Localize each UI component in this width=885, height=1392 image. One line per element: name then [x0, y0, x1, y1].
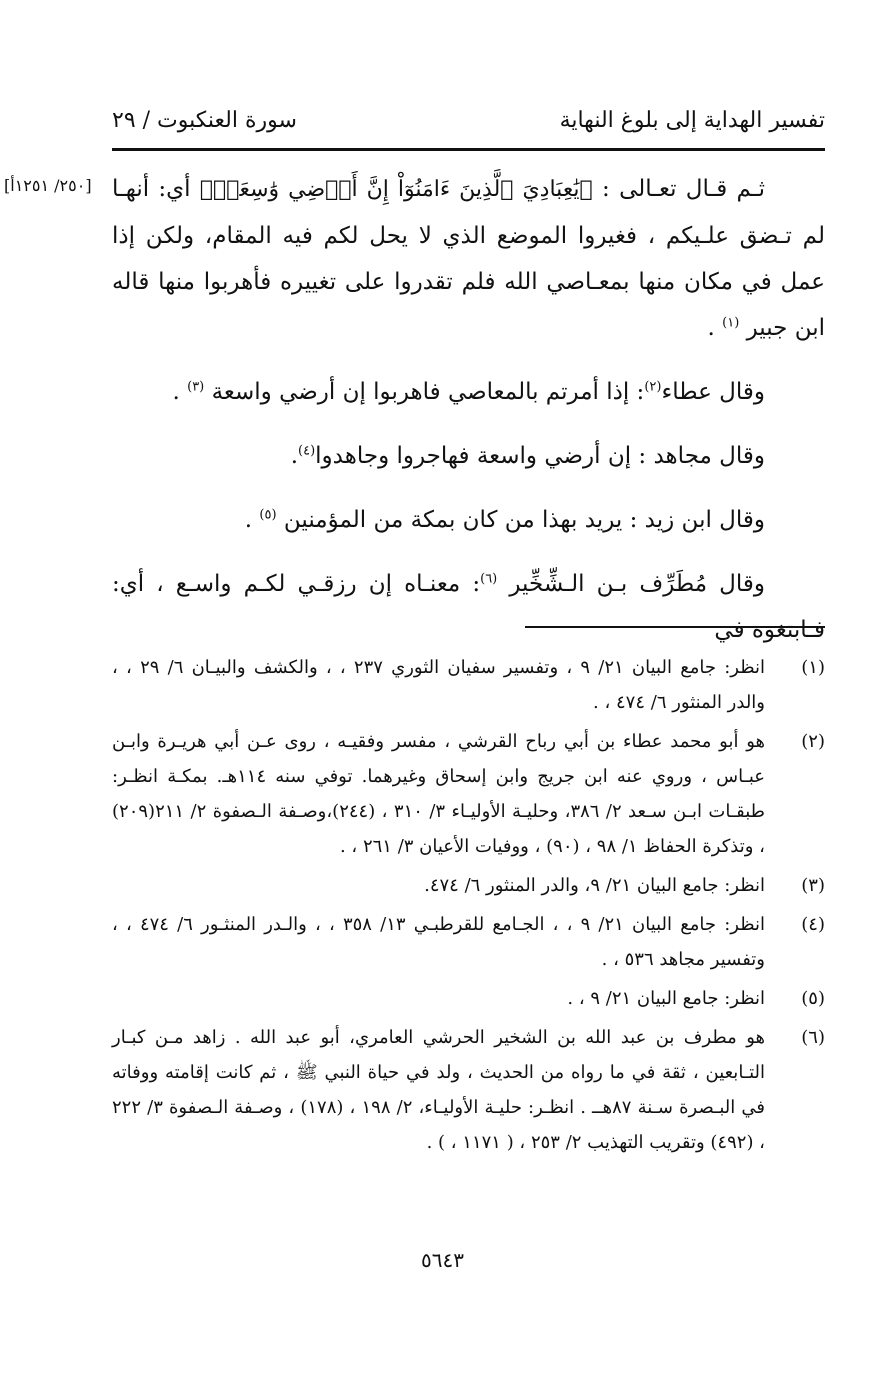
footnote-ref-4[interactable]: (٤)	[298, 443, 316, 459]
paragraph-1-prefix: ثـم قـال تعـالى :	[592, 176, 765, 202]
paragraph-3-end: .	[290, 443, 299, 469]
paragraph-5-text-a: وقال مُطَرِّف بـن الـشِّخِّير	[509, 571, 765, 597]
footnote-3	[112, 868, 825, 903]
footnote-number: (١)	[801, 657, 825, 678]
footnote-number: (٥)	[801, 988, 825, 1009]
paragraph-4-end: .	[244, 507, 260, 533]
footnote-ref-2[interactable]: (٢)	[644, 379, 662, 395]
main-text	[112, 166, 825, 653]
footnote-text: هو أبو محمد عطاء بن أبي رباح القرشي ، مفسر وفقيـه ، روى عـن أبي هريـرة وابـن عبـاس ، وروي عنه ابن جريج وابن إسحاق وغيرهما. توفي سنه ١١٤هـ. بمكـة انظـر: طبقـات ابـن سـعد ٢/ ٣٨٦، وحليـة الأوليـاء ٣/ ٣١٠ ، (٢٤٤)،وصـفة الـصفوة ٢/ ٢١١(٢٠٩) ، وتذكرة الحفاظ ١/ ٩٨ ، (٩٠) ، ووفيات الأعيان ٣/ ٢٦١ ، .	[112, 731, 766, 857]
footnote-text: انظر: جامع البيان ٢١/ ٩، والدر المنثور ٦/ ٤٧٤.	[424, 875, 765, 896]
footnote-ref-6[interactable]: (٦)	[480, 571, 498, 587]
paragraph-1	[112, 166, 825, 351]
footnote-text: انظر: جامع البيان ٢١/ ٩ ، ، الجـامع للقرطبـي ١٣/ ٣٥٨ ، ، والـدر المنثـور ٦/ ٤٧٤ ، ، وتفسير مجاهد ٥٣٦ ، .	[112, 914, 765, 970]
surah-title: سورة العنكبوت / ٢٩	[112, 108, 297, 133]
paragraph-3	[112, 433, 825, 479]
paragraph-2-text-a: وقال عطاء	[661, 379, 765, 405]
page-number: ٥٦٤٣	[421, 1248, 464, 1272]
footnote-number: (٣)	[801, 875, 825, 896]
footnote-5	[112, 981, 825, 1016]
paragraph-3-text: وقال مجاهد : إن أرضي واسعة فهاجروا وجاهدوا	[315, 443, 765, 469]
paragraph-2-text-b: : إذا أمرتم بالمعاصي فاهربوا إن أرضي واسعة	[211, 379, 645, 405]
paragraph-2-end: .	[172, 379, 188, 405]
footnote-text: انظر: جامع البيان ٢١/ ٩ ، وتفسير سفيان الثوري ٢٣٧ ، ، والكشف والبيـان ٦/ ٢٩ ، ، والدر المنثور ٦/ ٤٧٤ ، .	[112, 657, 766, 713]
footnotes	[112, 650, 825, 1164]
footnote-ref-3[interactable]: (٣)	[187, 379, 205, 395]
footnote-text: انظر: جامع البيان ٢١/ ٩ ، .	[567, 988, 765, 1009]
paragraph-1-text: أي: أنهـا لم تـضق علـيكم ، فغيروا الموضع الذي لا يحل لكم فيه المقام، ولكن إذا عمل في مكان منها بمعـاصي الله فلم تقدروا على تغييره فأهربوا منها قاله ابن جبير	[112, 176, 825, 341]
footnote-separator	[525, 626, 825, 628]
paragraph-5-text-b: : معنـاه إن رزقـي لكـم واسـع ، أي: فـابتغوه في	[112, 571, 825, 643]
paragraph-5	[112, 561, 825, 653]
header-rule	[112, 148, 825, 151]
running-header	[112, 108, 825, 140]
footnote-text: هو مطرف بن عبد الله بن الشخير الحرشي العامري، أبو عبد الله . زاهد مـن كبـار التـابعين ، ثقة في ما رواه من الحديث ، ولد في حياة النبي ﷺ ، ثم كانت إقامته ووفاته في البـصرة سـنة ٨٧هــ . انظـر: حليـة الأوليـاء، ٢/ ١٩٨ ، (١٧٨) ، وصـفة الـصفوة ٣/ ٢٢٢ ، (٤٩٢) وتقريب التهذيب ٢/ ٢٥٣ ، ( ١١٧١ ، ) .	[112, 1027, 766, 1153]
paragraph-4-text: وقال ابن زيد : يريد بهذا من كان بمكة من المؤمنين	[283, 507, 765, 533]
footnote-number: (٦)	[801, 1027, 825, 1048]
footnote-number: (٤)	[801, 914, 825, 935]
footnote-4	[112, 907, 825, 977]
footnote-1	[112, 650, 825, 720]
footnote-ref-1[interactable]: (١)	[722, 315, 740, 331]
footnote-2	[112, 724, 825, 864]
footnote-6	[112, 1020, 825, 1160]
manuscript-reference: [٢٥٠/ ١٢٥١أ]	[4, 176, 92, 195]
paragraph-2	[112, 369, 825, 415]
paragraph-4	[112, 497, 825, 543]
paragraph-1-end: .	[707, 315, 723, 341]
footnote-ref-5[interactable]: (٥)	[259, 507, 277, 523]
quran-verse: ﴿يَٰعِبَادِيَ ٱلَّذِينَ ءَامَنُوٓاْ إِنَّ أَرۡضِي وَٰسِعَةٞ﴾	[199, 177, 593, 202]
footnote-number: (٢)	[801, 731, 825, 752]
book-title: تفسير الهداية إلى بلوغ النهاية	[559, 108, 825, 133]
